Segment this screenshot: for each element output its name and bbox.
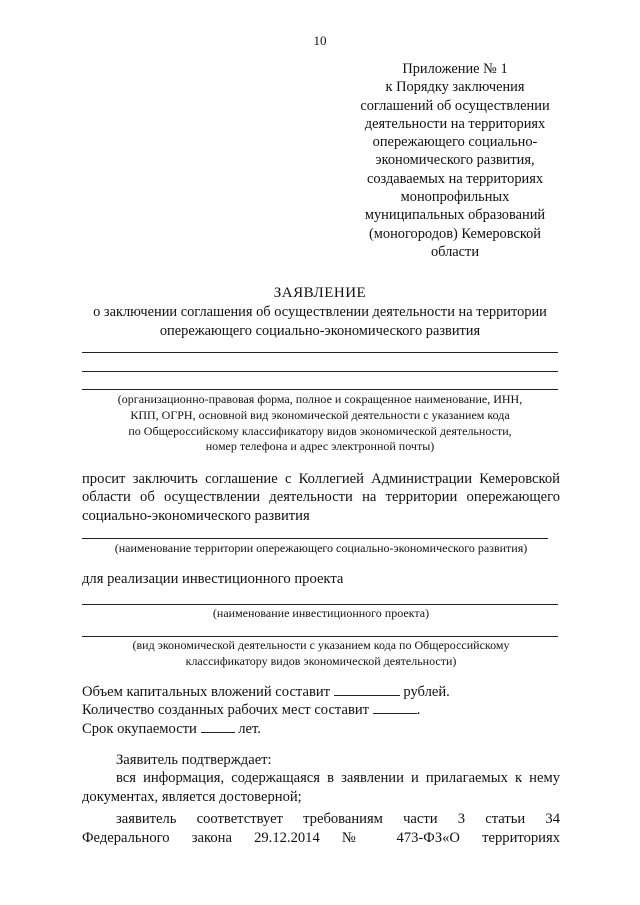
appendix-line: области	[430, 243, 480, 260]
subtitle-line: опережающего социально-экономического развития	[159, 322, 481, 339]
request-line: социально-экономического развития	[82, 507, 310, 524]
confirmation-line: вся информация, содержащаяся в заявлении и прилагаемых к нему	[116, 770, 560, 787]
appendix-line: деятельности на территориях	[364, 115, 546, 132]
appendix-line: опережающего социально-	[372, 134, 538, 151]
caption-line: классификатору видов экономической деятельности)	[185, 653, 457, 668]
confirmation-line: заявитель соответствует требованиям части 3 статьи 34	[116, 811, 560, 828]
org-caption	[80, 392, 560, 455]
request-line: просит заключить соглашение с Коллегией Администрации Кемеровской	[82, 471, 560, 487]
appendix-line: соглашений об осуществлении	[360, 97, 550, 114]
payback-label: Срок окупаемости	[82, 720, 197, 737]
capital-label: Объем капитальных вложений составит	[82, 684, 331, 700]
caption-line: (вид экономической деятельности с указанием кода по Общероссийскому	[132, 638, 510, 652]
document-title: ЗАЯВЛЕНИЕ	[273, 285, 367, 301]
capital-investment-row	[82, 683, 560, 701]
appendix-line: (моногородов) Кемеровской	[369, 225, 541, 242]
capital-amount-field[interactable]	[334, 683, 400, 696]
org-fill-line[interactable]	[82, 371, 558, 372]
territory-fill-line[interactable]	[82, 538, 548, 539]
appendix-line: монопрофильных	[400, 189, 510, 206]
appendix-line: к Порядку заключения	[385, 79, 525, 96]
appendix-line: муниципальных образований	[364, 207, 546, 224]
subtitle-line: о заключении соглашения об осуществлении деятельности на территории	[93, 304, 547, 320]
caption-line: номер телефона и адрес электронной почты)	[205, 439, 435, 454]
payback-years-field[interactable]	[201, 720, 235, 733]
activity-fill-line[interactable]	[82, 636, 558, 637]
confirmation-line: Федерального закона 29.12.2014 № 473-ФЗ«О территориях	[82, 829, 560, 846]
jobs-suffix: .	[416, 702, 421, 719]
project-caption: (наименование инвестиционного проекта)	[212, 606, 430, 620]
project-fill-line[interactable]	[82, 604, 558, 605]
territory-caption: (наименование территории опережающего социально-экономического развития)	[114, 541, 528, 555]
payback-unit: лет.	[238, 720, 261, 737]
appendix-line: создаваемых на территориях	[366, 170, 544, 187]
confirmation-line: документах, является достоверной;	[82, 788, 302, 805]
caption-line: по Общероссийскому классификатору видов экономической деятельности,	[128, 423, 512, 438]
activity-caption	[82, 638, 560, 670]
request-paragraph	[82, 470, 560, 525]
request-line: области об осуществлении деятельности на территории опережающего	[82, 489, 560, 506]
confirmation-heading: Заявитель подтверждает:	[116, 752, 272, 768]
investment-label: для реализации инвестиционного проекта	[82, 571, 344, 587]
appendix-line: экономического развития,	[375, 152, 535, 169]
appendix-header	[340, 60, 570, 261]
confirmation-block	[82, 751, 560, 847]
page-number: 10	[313, 33, 327, 48]
org-fill-line[interactable]	[82, 352, 558, 353]
caption-line: (организационно-правовая форма, полное и сокращенное наименование, ИНН,	[117, 392, 523, 406]
appendix-line: Приложение № 1	[402, 61, 508, 77]
capital-unit: рублей.	[403, 684, 450, 700]
jobs-count-field[interactable]	[373, 701, 417, 714]
payback-row	[82, 720, 560, 738]
jobs-label: Количество созданных рабочих мест составит	[82, 702, 370, 719]
org-fill-line[interactable]	[82, 389, 558, 390]
figures-block	[82, 683, 560, 738]
caption-line: КПП, ОГРН, основной вид экономической деятельности с указанием кода	[130, 407, 510, 422]
jobs-row	[82, 701, 560, 719]
document-subtitle	[70, 303, 570, 340]
